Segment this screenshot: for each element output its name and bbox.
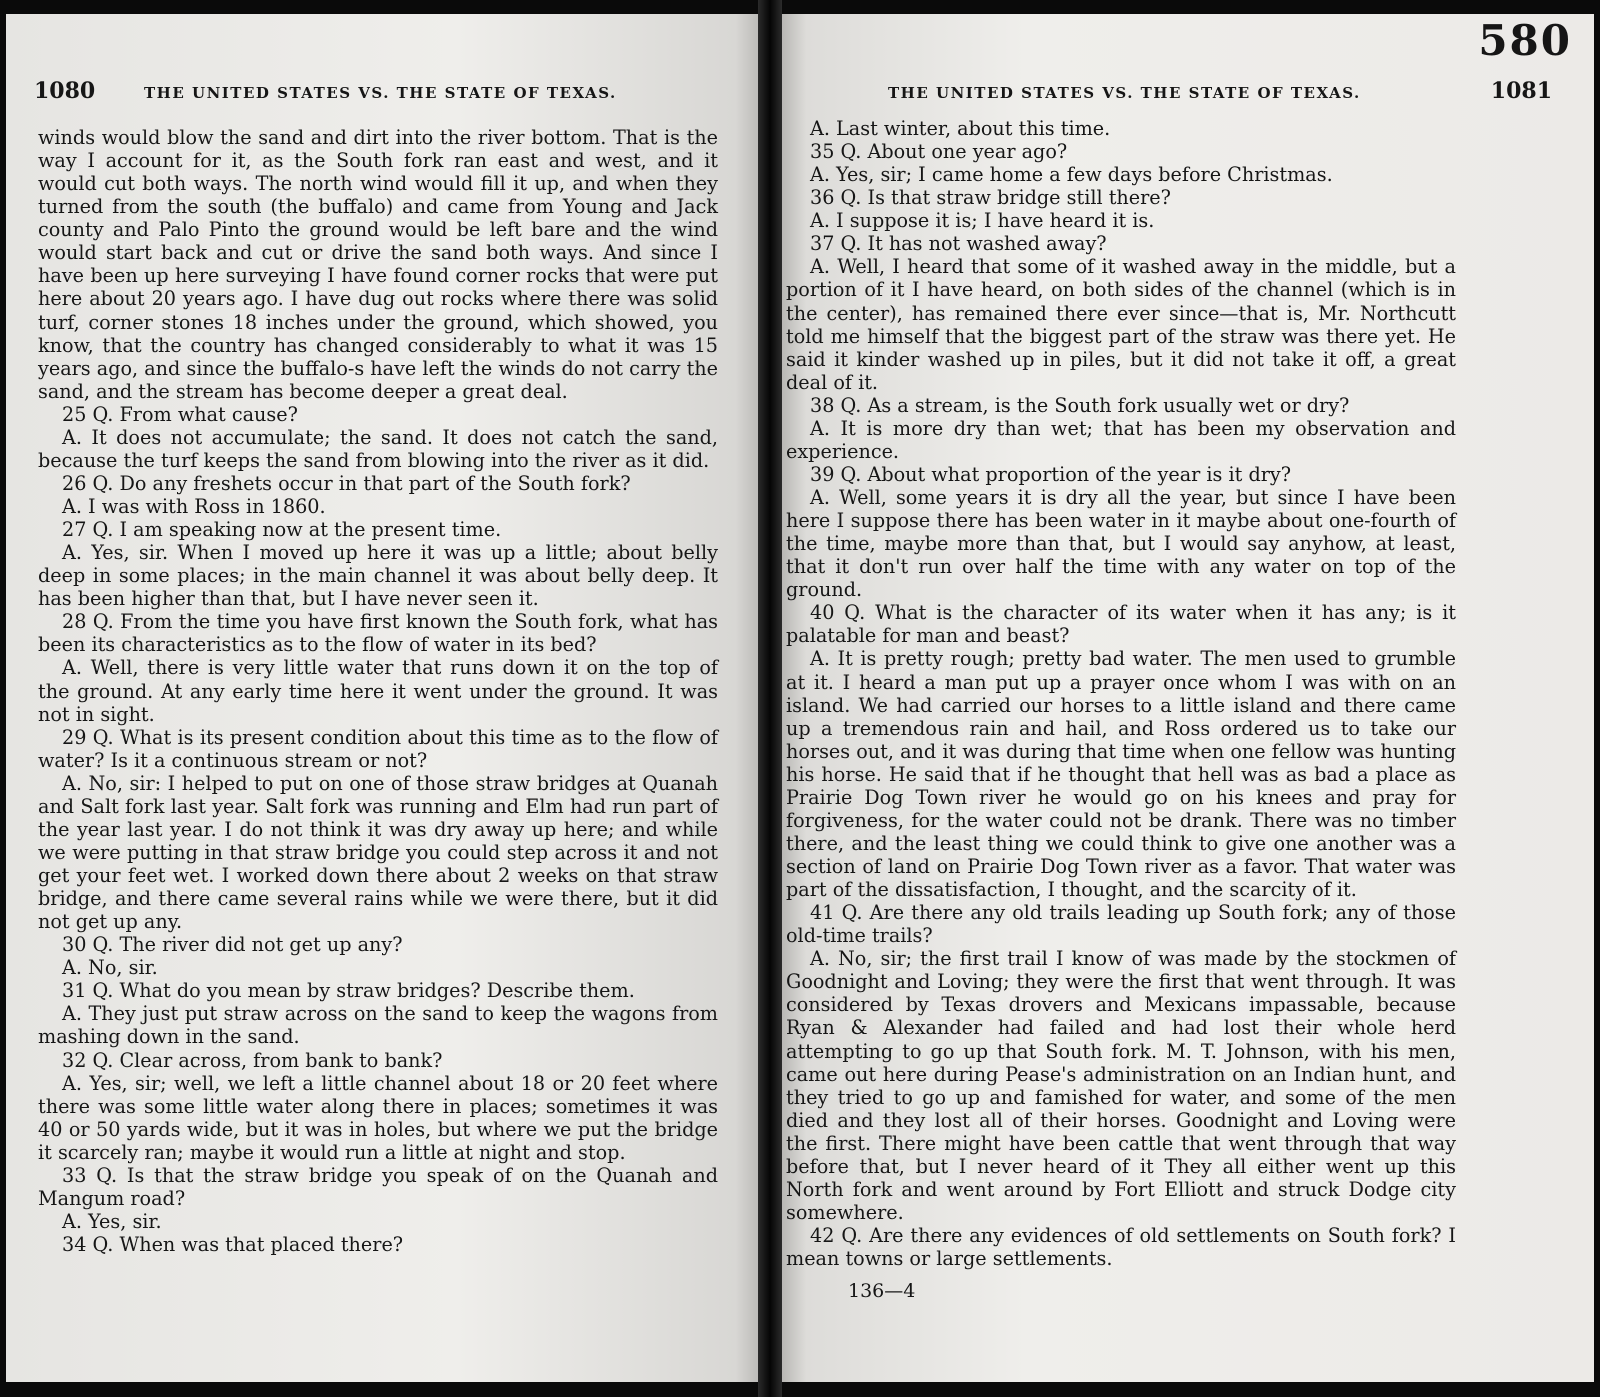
paragraph: 30 Q. The river did not get up any? <box>62 933 403 957</box>
paragraph: 31 Q. What do you mean by straw bridges? Describe them. <box>62 979 635 1003</box>
paragraph: A. Last winter, about this time. <box>810 117 1111 140</box>
left-page-header <box>34 78 734 112</box>
left-page-body <box>38 126 718 1256</box>
paragraph: A. It is more dry than wet; that has been my observation and experience. <box>786 416 1456 463</box>
paragraph: 33 Q. Is that the straw bridge you speak of on the Quanah and Mangum road? <box>38 1163 718 1210</box>
paragraph: A. I was with Ross in 1860. <box>62 495 326 518</box>
signature-mark: 136—4 <box>848 1280 916 1302</box>
left-page-number: 1080 <box>34 78 96 104</box>
paragraph: A. No, sir: I helped to put on one of those straw bridges at Quanah and Salt fork last year. Salt fork was running and Elm had run part of the year last year. I do not think it was dry away up here; and while we were putting in that straw bridge you could step across it and not get your feet wet. I worked down there about 2 weeks on that straw bridge, and there came several rains while we were there, but it did not get up any. <box>38 771 718 934</box>
paragraph: 32 Q. Clear across, from bank to bank? <box>62 1048 443 1072</box>
right-page <box>782 14 1594 1382</box>
right-running-title: THE UNITED STATES VS. THE STATE OF TEXAS. <box>888 84 1361 102</box>
paragraph: 40 Q. What is the character of its water when it has any; is it palatable for man and beast? <box>786 601 1456 648</box>
paragraph: A. Yes, sir; well, we left a little channel about 18 or 20 feet where there was some little water along there in places; sometimes it was 40 or 50 yards wide, but it was in holes, but where we put the bridge it scarcely ran; maybe it would run a little at night and stop. <box>38 1071 718 1164</box>
paragraph: 37 Q. It has not washed away? <box>810 232 1107 256</box>
paragraph: 41 Q. Are there any old trails leading up South fork; any of those old-time trails? <box>786 901 1456 948</box>
paragraph: A. I suppose it is; I have heard it is. <box>810 209 1155 233</box>
paragraph: A. No, sir; the first trail I know of was made by the stockmen of Goodnight and Loving; they were the first that went through. It was considered by Texas drovers and Mexicans impassable, because Ryan & Alexander had failed and had lost their whole herd attempting to go up that South fork. M. T. Johnson, with his men, came out here during Pease's administration on an Indian hunt, and they tried to go up and famished for water, and some of the men died and they lost all of their horses. Goodnight and Loving were the first. There might have been cattle that went through that way before that, but I never heard of it They all either went up this North fork and went around by Fort Elliott and struck Dodge city somewhere. <box>786 947 1456 1224</box>
left-page <box>6 14 758 1382</box>
paragraph: A. Well, I heard that some of it washed away in the middle, but a portion of it I have heard, on both sides of the channel (which is in the center), has remained there ever since—that is, Mr. Northcutt told me himself that the biggest part of the straw was there yet. He said it kinder washed up in piles, but it did not take it off, a great deal of it. <box>786 255 1456 394</box>
paragraph: A. It is pretty rough; pretty bad water. The men used to grumble at it. I heard a man put up a prayer once whom I was with on an island. We had carried our horses to a little island and there came up a tremendous rain and hail, and Ross ordered us to take our horses out, and it was during that time when one fellow was hunting his horse. He said that if he thought that hell was as bad a place as Prairie Dog Town river he would go on his knees and pray for forgiveness, for the water could not be drank. There was no timber there, and the least thing we could think to give one another was a section of land on Prairie Dog Town river as a favor. That water was part of the dissatisfaction, I thought, and the scarcity of it. <box>786 647 1456 902</box>
right-page-header <box>872 78 1552 112</box>
right-page-number: 1081 <box>1490 78 1552 104</box>
paragraph: A. Well, some years it is dry all the year, but since I have been here I suppose there has been water in it maybe about one-fourth of the time, maybe more than that, but I would say anyhow, at least, that it don't run over half the time with any water on top of the ground. <box>786 486 1456 602</box>
stamp-number: 580 <box>1478 16 1572 65</box>
paragraph: winds would blow the sand and dirt into the river bottom. That is the way I account for it, as the South fork ran east and west, and it would cut both ways. The north wind would fill it up, and when they turned from the south (the buffalo) and came from Young and Jack county and Palo Pinto the ground would be left bare and the wind would start back and cut or drive the sand both ways. And since I have been up here surveying I have found corner rocks that were put here about 20 years ago. I have dug out rocks where there was solid turf, corner stones 18 inches under the ground, which showed, you know, that the country has changed considerably to what it was 15 years ago, and since the buffalo-s have left the winds do not carry the sand, and the stream has become deeper a great deal. <box>38 126 719 403</box>
paragraph: A. No, sir. <box>62 956 158 980</box>
paragraph: A. It does not accumulate; the sand. It does not catch the sand, because the turf keeps the sand from blowing into the river as it did. <box>38 425 718 472</box>
right-page-body <box>786 117 1456 1270</box>
paragraph: 36 Q. Is that straw bridge still there? <box>810 186 1171 210</box>
paragraph: 25 Q. From what cause? <box>62 402 298 426</box>
paragraph: A. Yes, sir; I came home a few days before Christmas. <box>810 163 1333 187</box>
paragraph: 34 Q. When was that placed there? <box>62 1233 404 1256</box>
paragraph: 29 Q. What is its present condition about this time as to the flow of water? Is it a continuous stream or not? <box>38 725 718 772</box>
paragraph: 42 Q. Are there any evidences of old settlements on South fork? I mean towns or large settlements. <box>786 1224 1456 1271</box>
paragraph: 27 Q. I am speaking now at the present time. <box>62 518 502 542</box>
paragraph: 39 Q. About what proportion of the year is it dry? <box>810 462 1292 486</box>
paragraph: A. They just put straw across on the sand to keep the wagons from mashing down in the sand. <box>38 1002 718 1049</box>
left-running-title: THE UNITED STATES VS. THE STATE OF TEXAS. <box>144 84 617 102</box>
paragraph: A. Well, there is very little water that runs down it on the top of the ground. At any early time here it went under the ground. It was not in sight. <box>38 656 718 726</box>
book-gutter <box>758 0 782 1397</box>
paragraph: 28 Q. From the time you have first known the South fork, what has been its characteristics as to the flow of water in its bed? <box>38 610 718 657</box>
paragraph: 38 Q. As a stream, is the South fork usually wet or dry? <box>810 393 1350 417</box>
paragraph: A. Yes, sir. When I moved up here it was up a little; about belly deep in some places; in the main channel it was about belly deep. It has been higher than that, but I have never seen it. <box>38 541 718 611</box>
paragraph: 26 Q. Do any freshets occur in that part of the South fork? <box>62 471 631 495</box>
paragraph: A. Yes, sir. <box>62 1209 162 1233</box>
paragraph: 35 Q. About one year ago? <box>810 140 1068 164</box>
